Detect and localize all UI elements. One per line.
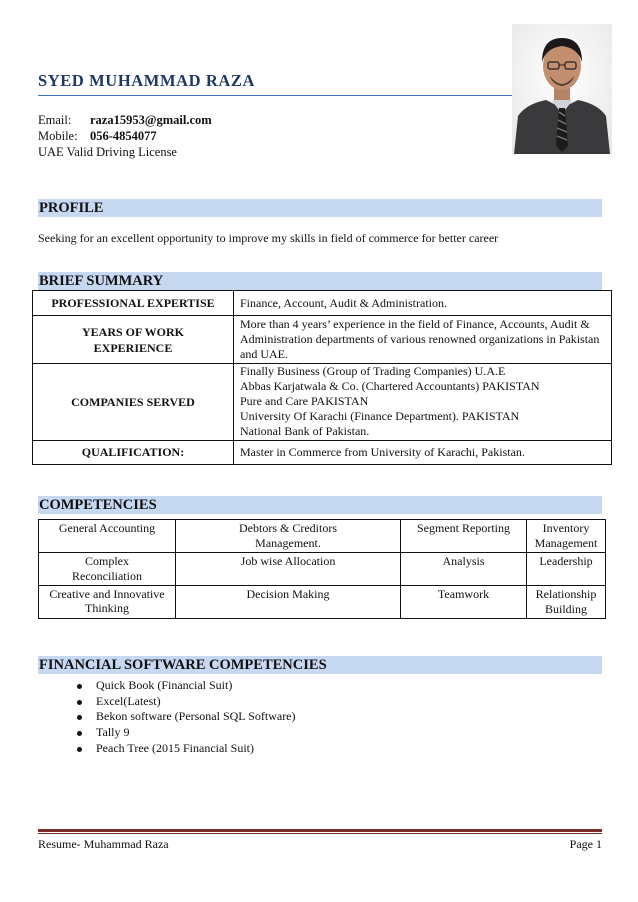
competency-cell: Job wise Allocation [176, 553, 401, 586]
competency-cell: Debtors & Creditors Management. [176, 520, 401, 553]
competency-row [39, 520, 606, 553]
summary-key: QUALIFICATION: [33, 441, 234, 465]
competency-cell: Inventory Management [527, 520, 606, 553]
company-item: Abbas Karjatwala & Co. (Chartered Accountants) PAKISTAN [240, 379, 540, 393]
summary-row-qualification [33, 441, 612, 465]
summary-row-expertise [33, 291, 612, 316]
competency-cell: Complex Reconciliation [39, 553, 176, 586]
page-number: Page 1 [569, 837, 602, 851]
contact-block [38, 112, 212, 160]
summary-key: YEARS OF WORK EXPERIENCE [33, 316, 234, 364]
competency-cell: Analysis [401, 553, 527, 586]
summary-table [32, 290, 612, 465]
software-item: Bekon software (Personal SQL Software) [96, 709, 296, 724]
summary-key: COMPANIES SERVED [33, 364, 234, 441]
competency-cell: Segment Reporting [401, 520, 527, 553]
summary-value: More than 4 years’ experience in the field of Finance, Accounts, Audit & Administration departments of various renowned organizations in Pakistan and UAE. [234, 316, 612, 364]
competency-cell: Relationship Building [527, 586, 606, 619]
list-item [77, 709, 296, 725]
list-item [77, 694, 296, 710]
profile-photo [512, 24, 612, 154]
email-label: Email: [38, 113, 72, 127]
name-underline [38, 95, 516, 96]
list-item [77, 741, 296, 757]
company-item: University Of Karachi (Finance Department). PAKISTAN [240, 409, 520, 423]
mobile-label: Mobile: [38, 129, 78, 143]
profile-heading: PROFILE [38, 199, 602, 217]
bullet-icon [77, 684, 82, 689]
company-item: Finally Business (Group of Trading Companies) U.A.E [240, 364, 506, 378]
financial-heading: FINANCIAL SOFTWARE COMPETENCIES [38, 656, 602, 674]
footer-rule-thin [38, 833, 602, 834]
competency-row [39, 586, 606, 619]
list-item [77, 678, 296, 694]
email-value: raza15953@gmail.com [90, 113, 212, 127]
software-item: Tally 9 [96, 725, 130, 740]
summary-value: Finance, Account, Audit & Administration. [234, 291, 612, 316]
bullet-icon [77, 715, 82, 720]
competency-cell: Creative and Innovative Thinking [39, 586, 176, 619]
summary-key: PROFESSIONAL EXPERTISE [33, 291, 234, 316]
company-item: Pure and Care PAKISTAN [240, 394, 369, 408]
footer-title: Resume- Muhammad Raza [38, 837, 169, 851]
financial-list [77, 678, 296, 756]
competency-cell: Teamwork [401, 586, 527, 619]
mobile-line [38, 128, 212, 144]
competency-row [39, 553, 606, 586]
competency-cell: Leadership [527, 553, 606, 586]
competencies-table [38, 519, 606, 619]
software-item: Quick Book (Financial Suit) [96, 678, 233, 692]
list-item [77, 725, 296, 741]
summary-heading: BRIEF SUMMARY [38, 272, 602, 290]
software-item: Peach Tree (2015 Financial Suit) [96, 740, 254, 755]
license-line: UAE Valid Driving License [38, 145, 177, 159]
competency-cell: Decision Making [176, 586, 401, 619]
candidate-name: SYED MUHAMMAD RAZA [38, 71, 256, 90]
profile-text: Seeking for an excellent opportunity to improve my skills in field of commerce for better career [38, 231, 499, 245]
bullet-icon [77, 747, 82, 752]
email-line [38, 112, 212, 128]
software-item: Excel(Latest) [96, 693, 161, 708]
competencies-heading: COMPETENCIES [38, 496, 602, 514]
summary-value: Master in Commerce from University of Karachi, Pakistan. [234, 441, 612, 465]
mobile-value: 056-4854077 [90, 129, 157, 143]
company-item: National Bank of Pakistan. [240, 424, 370, 438]
bullet-icon [77, 700, 82, 705]
bullet-icon [77, 731, 82, 736]
competency-cell: General Accounting [39, 520, 176, 553]
summary-row-companies [33, 364, 612, 441]
summary-value [234, 364, 612, 441]
summary-row-experience [33, 316, 612, 364]
footer-rule [38, 829, 602, 832]
